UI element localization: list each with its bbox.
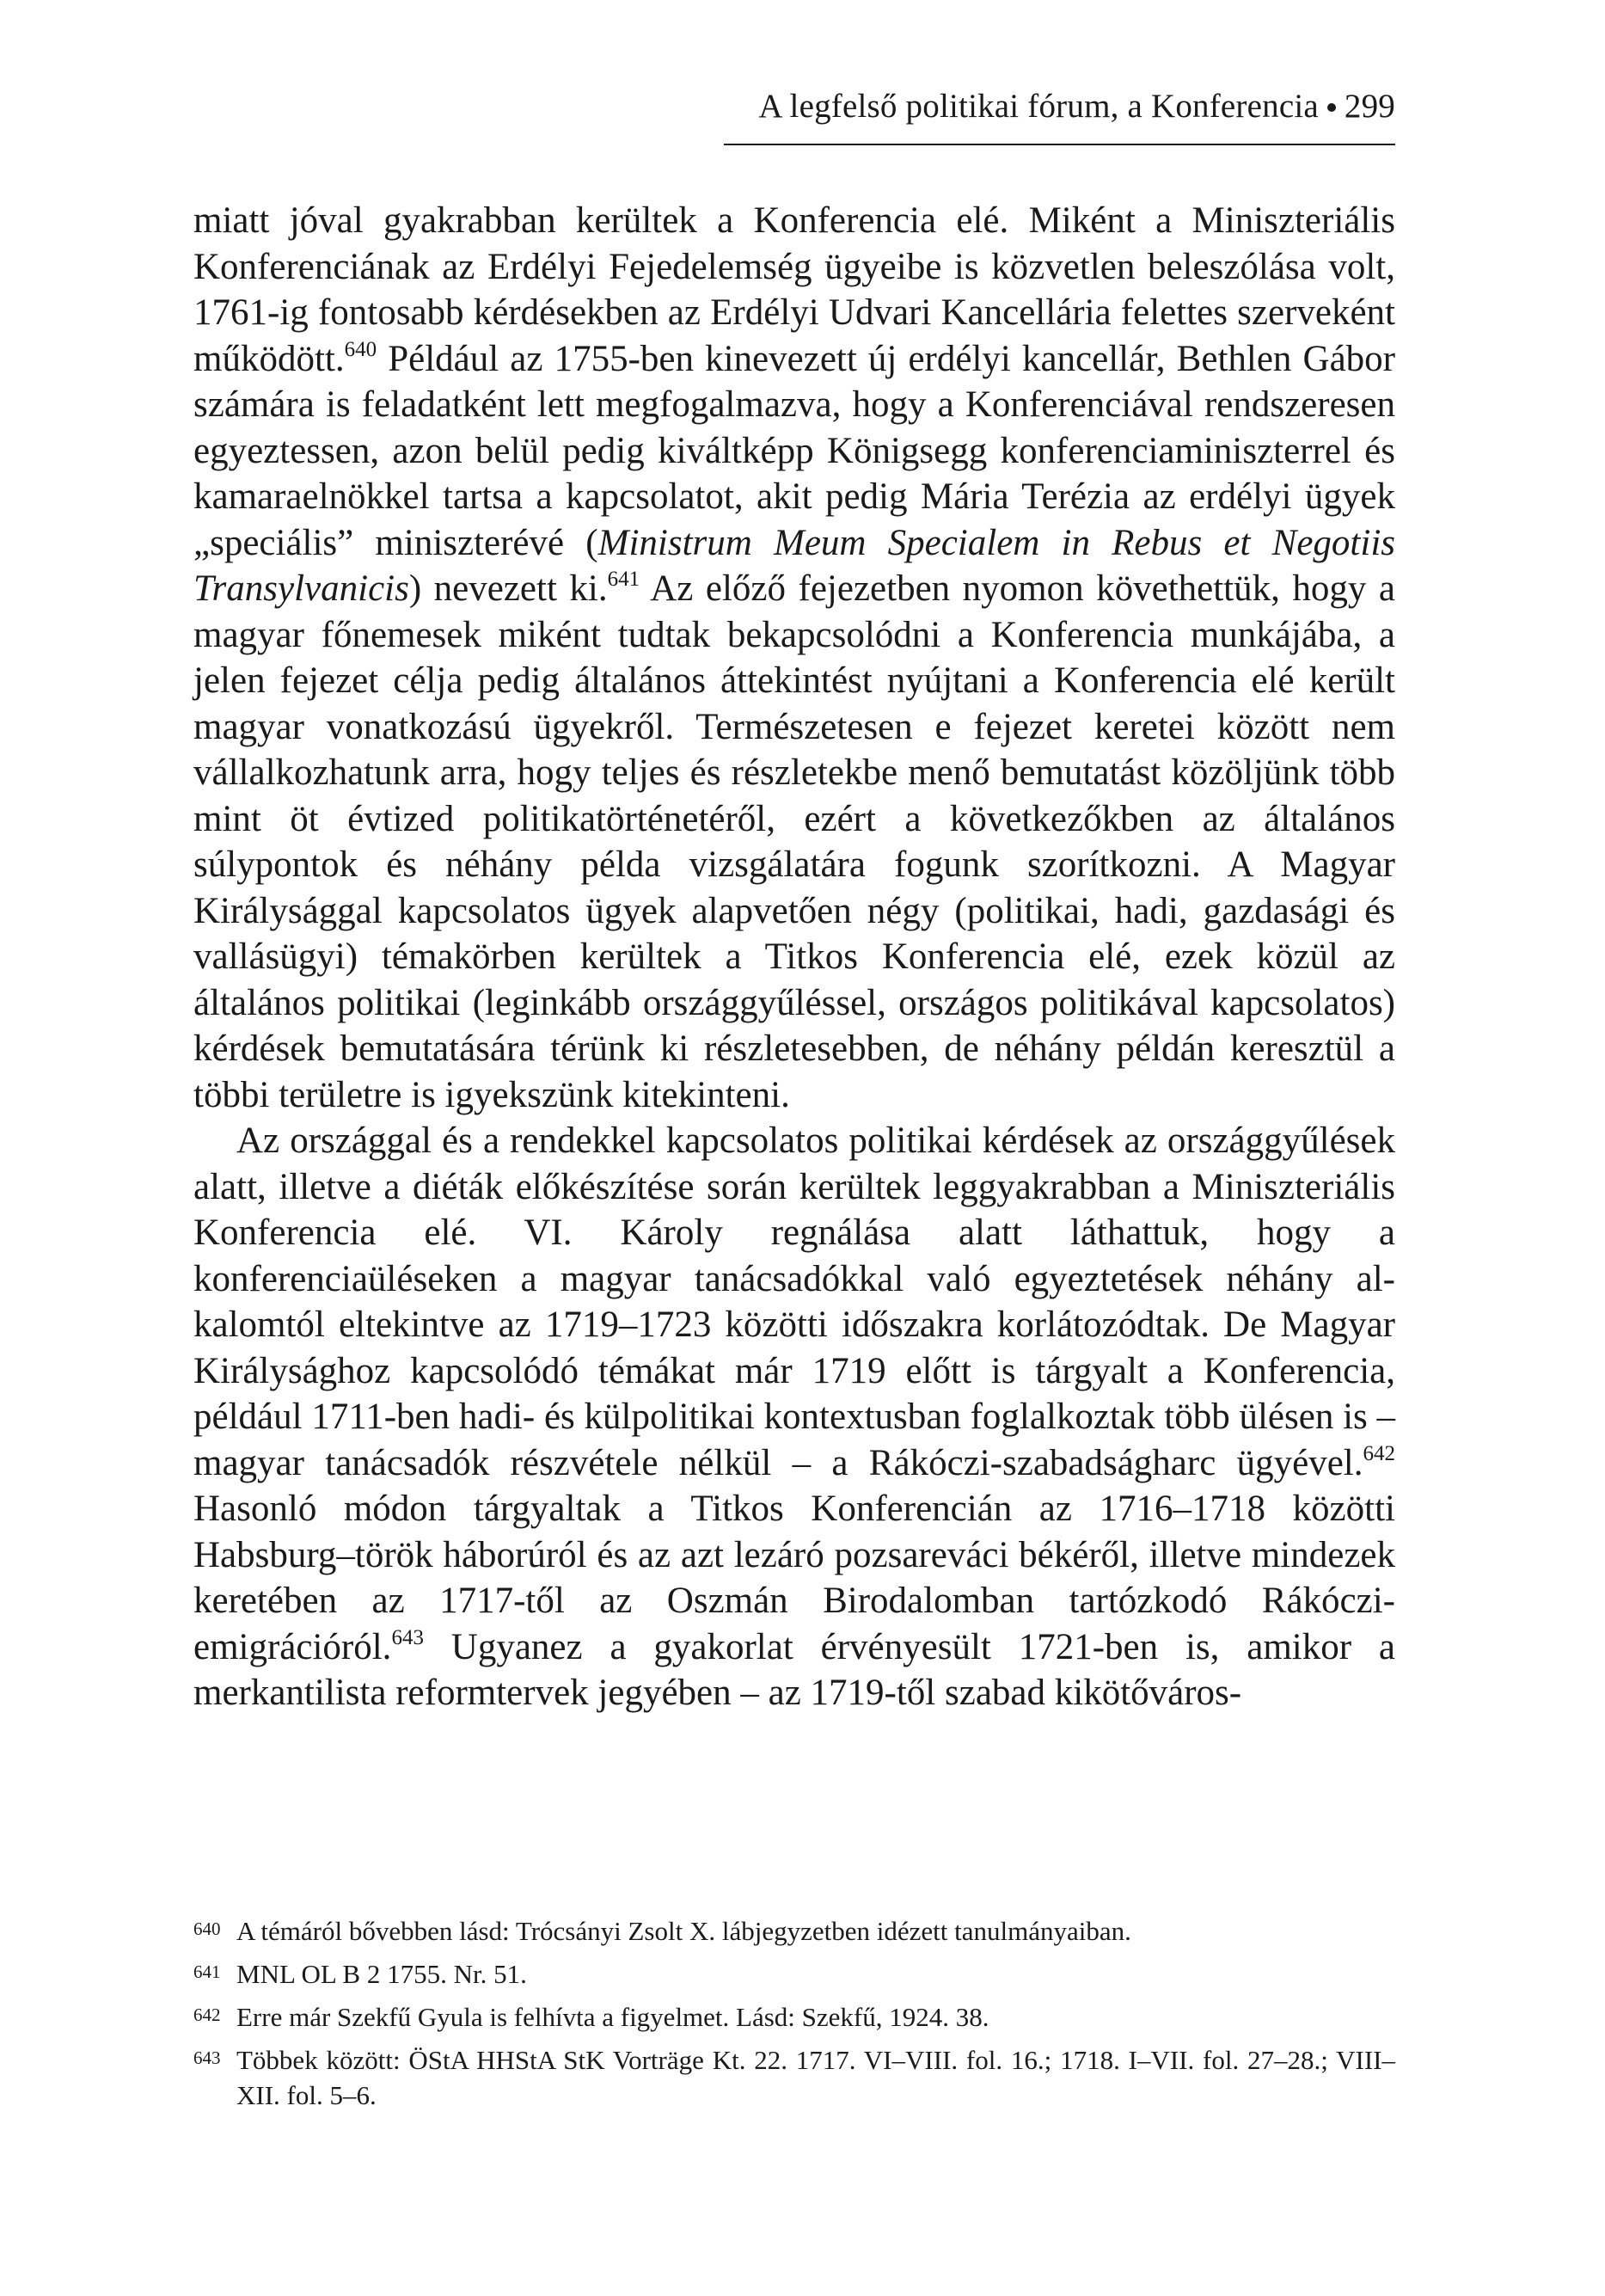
footnote-text: MNL OL B 2 1755. Nr. 51. [236,1959,527,1989]
italic-latin-title: Ministrum Meum Specialem in Rebus et Negotiis Transylvanicis [193,522,1395,609]
footnote-number: 640 [193,1918,221,1939]
footnote-640 [193,1913,1395,1949]
main-text [193,198,1395,1716]
footnote-641 [193,1956,1395,1992]
text-segment: Az országgal és a rendekkel kapcsolatos politikai kérdések az országgyűlések alatt, illetve a diéták előkészítése során kerültek leggyakrabban a Miniszteriális Konferencia elé. VI. Károly regnálása alatt láthattuk, hogy a konferenciaüléseken a magyar tanácsadókkal való egyeztetések néhány alkalomtól eltekintve az 1719–1723 közötti időszakra korlátozódtak. De Magyar Királysághoz kapcsolódó témákat már 1719 előtt is tárgyalt a Konferencia, például 1711-ben hadi- és külpolitikai kontextusban foglalkoztak több ülésen is – magyar tanácsadók részvétele nélkül – a Rákóczi-szabadságharc ügyével. [193,1120,1396,1483]
text-segment: Például az 1755-ben kinevezett új erdélyi kancellár, Bethlen Gábor számára is feladatként lett megfogalmazva, hogy a Konferenciával rendszeresen egyeztessen, azon belül pedig kiváltképp Königsegg konferenciaminiszterrel és kamaraelnökkel tartsa a kapcsolatot, akit pedig Mária Terézia az erdélyi ügyek „speciális” miniszterévé ( [193,338,1395,563]
text-segment: Hasonló módon tárgyaltak a Titkos Konferencián az 1716–1718 közötti Habsburg–török háborúról és az azt lezáró pozsareváci békéről, illetve mindezek keretében az 1717-től az Oszmán Birodalomban tartózkodó Rákóczi-emigrációról. [193,1489,1395,1667]
bullet-separator-icon [1327,103,1336,112]
paragraph-2 [193,1118,1395,1716]
footnote-number: 641 [193,1961,221,1982]
footnote-643 [193,2042,1395,2113]
running-header-title: A legfelső politikai fórum, a Konferencia [758,88,1319,125]
footnote-ref-643[interactable]: 643 [391,1625,424,1649]
footnote-number: 642 [193,2004,221,2025]
text-segment: Ugyanez a gyakorlat érvényesült 1721-ben is, amikor a merkantilista reformtervek jegyében – az 1719-től szabad kikötőváros- [193,1626,1395,1713]
page-number: 299 [1344,88,1395,125]
footnotes [193,1913,1395,2121]
paragraph-1 [193,198,1395,1118]
header-rule [724,144,1395,145]
footnote-ref-642[interactable]: 642 [1363,1441,1395,1465]
footnote-642 [193,1999,1395,2035]
footnote-text: Többek között: ÖStA HHStA StK Vorträge Kt. 22. 1717. VI–VIII. fol. 16.; 1718. I–VII. fol. 27–28.; VIII–XII. fol. 5–6. [236,2045,1395,2110]
footnote-ref-640[interactable]: 640 [344,337,377,361]
text-segment: miatt jóval gyakrabban kerültek a Konferencia elé. Miként a Miniszteriális Konferenciának az Erdélyi Fejedelemség ügyeibe is közvetlen beleszólása volt, 1761-ig fontosabb kérdésekben az Erdélyi Udvari Kancellária felettes szerveként működött. [193,200,1395,379]
text-segment: Az előző fejezetben nyomon követhettük, hogy a magyar főnemesek miként tudtak bekapcsolódni a Konferencia munkájába, a jelen fejezet célja pedig általános áttekintést nyújtani a Konferencia elé került magyar vonatkozású ügyekről. Természetesen e fejezet keretei között nem vállalkozhatunk arra, hogy teljes és részletekbe menő bemutatást közöljünk több mint öt évtized politikatörténetéről, ezért a következőkben az általános súlypontok és néhány példa vizsgálatára fogunk szorítkozni. A Magyar Királysággal kapcsolatos ügyek alapvetően négy (politikai, hadi, gazdasági és vallásügyi) témakörben kerültek a Titkos Konferencia elé, ezek közül az általános politikai (leginkább országgyűléssel, országos politikával kapcsolatos) kérdések bemutatására térünk ki részletesebben, de néhány példán keresztül a többi területre is igyekszünk kitekinteni. [193,568,1395,1115]
footnote-number: 643 [193,2047,221,2068]
running-header [193,86,1395,127]
footnote-text: A témáról bővebben lásd: Trócsányi Zsolt X. lábjegyzetben idézett tanulmányaiban. [236,1916,1131,1946]
footnote-text: Erre már Szekfű Gyula is felhívta a figyelmet. Lásd: Szekfű, 1924. 38. [236,2002,989,2032]
text-segment: ) nevezett ki. [408,568,608,609]
footnote-ref-641[interactable]: 641 [607,568,640,591]
